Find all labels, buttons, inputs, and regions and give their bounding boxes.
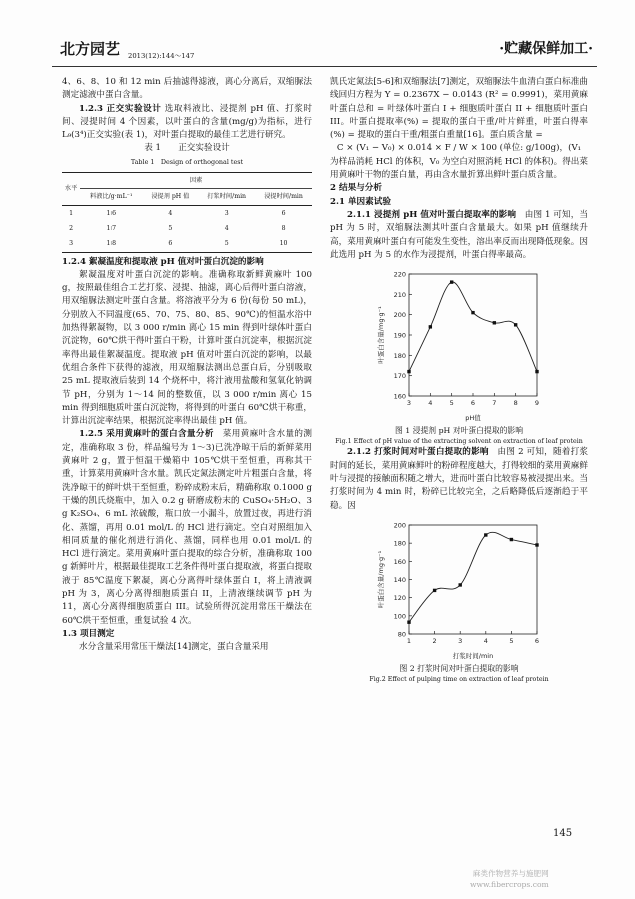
table-header: 因素 [80, 173, 312, 189]
section-heading: 1.2.5 采用黄麻叶的蛋白含量分析 [79, 429, 214, 440]
x-tick-label: 4 [483, 636, 488, 645]
paragraph [330, 209, 588, 262]
section-heading: 1.2.3 正交实验设计 [79, 103, 162, 114]
y-tick-label: 180 [393, 539, 406, 548]
x-axis-label: pH值 [465, 414, 481, 423]
figure-2-chart [369, 517, 549, 662]
section-title: ·贮藏保鲜加工· [499, 41, 593, 57]
paragraph: 水分含量采用常压干燥法[14]测定，蛋白含量采用 [79, 642, 269, 653]
data-point [450, 281, 453, 284]
right-column [330, 76, 588, 684]
data-point [407, 370, 410, 373]
section-heading: 1.2.4 絮凝温度和提取液 pH 值对叶蛋白沉淀的影响 [62, 256, 264, 267]
table-caption: 表 1 正交实验设计 [144, 143, 230, 154]
x-tick-label: 5 [509, 636, 514, 645]
data-point [429, 325, 432, 328]
data-point [535, 543, 538, 546]
y-tick-label: 160 [393, 557, 406, 566]
table-row: 3 1∶8 6 5 10 [62, 236, 312, 252]
x-tick-label: 7 [492, 399, 497, 408]
x-axis-label: 打浆时间/min [452, 651, 494, 660]
x-tick-label: 3 [458, 636, 463, 645]
orthogonal-table [62, 172, 312, 252]
y-tick-label: 200 [393, 311, 406, 320]
header-rule [52, 66, 597, 67]
y-tick-label: 170 [393, 372, 406, 381]
paragraph: 絮凝温度对叶蛋白沉淀的影响。准确称取新鲜黄麻叶 100 g，按照最佳组合工艺打浆、浸提、抽滤，离心后得叶蛋白溶液，用双缩脲法测定叶蛋白含量。将溶液平分为 6 份(每份 50 mL)，分别放入不同温度(65、70、75、80、85、90℃)的恒温水浴中加热得絮凝物，以 3 000 r/min 离心 15 min 得到叶绿体叶蛋白沉淀物，60℃烘干得叶蛋白干粉，计算叶蛋白沉淀率，根据沉淀率得出最佳絮凝温度。提取液 pH 值对叶蛋白沉淀的影响，以最优组合条件下获得的滤液，用双缩脲法测出总蛋白后，分别吸取 25 mL 提取液后装到 14 个烧杯中，将汁液用盐酸和氢氧化钠调节 pH，分别为 1～14 间的整数值，以 3 000 r/min 离心 15 min 得到细胞质叶蛋白沉淀物，将得到的叶蛋白 60℃烘干称重，计算出沉淀率结果，根据沉淀率得出最佳 pH 值。 [62, 269, 312, 427]
section-heading: 2 结果与分析 [330, 183, 382, 194]
figure-1-caption: 图 1 浸提剂 pH 对叶蛋白提取的影响 [394, 426, 524, 436]
left-column [62, 76, 312, 654]
section-heading: 1.3 项目测定 [62, 628, 115, 639]
journal-issue: 2013(12):144～147 [128, 52, 195, 60]
table-header: 浸提时间/min [255, 189, 312, 205]
table-header: 料液比/g·mL⁻¹ [80, 189, 142, 205]
y-tick-label: 200 [393, 521, 406, 530]
data-point [433, 589, 436, 592]
paragraph: 凯氏定氮法[5-6]和双缩脲法[7]测定，双缩脲法牛血清白蛋白标准曲线回归方程为 Y = 0.2367X − 0.0143 (R² = 0.9991)，菜用黄麻叶蛋白总和 = 叶绿体叶蛋白 I + 细胞质叶蛋白 II + 细胞质叶蛋白 III。叶蛋白提取率(%) = 提取的蛋白干重/叶片鲜重，叶蛋白得率(%) = 提取的蛋白干重/粗蛋白重量[16]。蛋白质含量 = [330, 77, 588, 141]
y-axis-label: 叶蛋白含量/mg·g⁻¹ [377, 306, 385, 364]
x-tick-label: 3 [406, 399, 412, 408]
watermark: 麻类作物营养与施肥网 www.fibercrops.com [470, 869, 549, 889]
paragraph-text: 由图 1 可知，当 pH 为 5 时，双缩脲法测其叶蛋白含量最大。如果 pH 值继续升高，菜用黄麻叶蛋白有可能发生变性，溶出率反而出现降低现象。因此选用 pH 为 5 的水作为浸提剂，叶蛋白得率最高。 [330, 209, 588, 260]
section-heading: 2.1.1 浸提剂 pH 值对叶蛋白提取率的影响 [347, 209, 517, 220]
figure-1-caption-en: Fig.1 Effect of pH value of the extracting solvent on extraction of leaf protein [335, 438, 583, 446]
y-tick-label: 180 [393, 351, 406, 360]
series-line [409, 532, 537, 622]
y-tick-label: 190 [393, 331, 406, 340]
y-tick-label: 140 [393, 575, 406, 584]
paragraph [62, 103, 312, 143]
plot-frame [409, 274, 537, 396]
x-tick-label: 6 [470, 399, 476, 408]
paragraph-text: 由图 2 可知，随着打浆时间的延长，菜用黄麻鲜叶的粉碎程度越大，打得较细的菜用黄麻鲜叶与浸提的接触面积随之增大，进而叶蛋白比较容易被浸提出来。当打浆时间为 4 min 时，粉碎已比较完全，之后略降低后逐渐趋于平稳。因 [330, 447, 588, 511]
y-tick-label: 210 [393, 290, 406, 299]
figure-1-chart [369, 266, 549, 424]
data-point [407, 620, 410, 623]
y-tick-label: 120 [393, 594, 406, 603]
data-point [493, 321, 496, 324]
data-point [459, 583, 462, 586]
figure-2-caption-en: Fig.2 Effect of pulping time on extraction of leaf protein [369, 676, 549, 684]
y-tick-label: 100 [393, 612, 406, 621]
paragraph [62, 428, 312, 627]
journal-name: 北方园艺 [60, 40, 121, 58]
table-header: 水平 [62, 173, 80, 206]
x-tick-label: 4 [428, 399, 433, 408]
data-point [484, 533, 487, 536]
formula: C × (V₁ − V₀) × 0.014 × F / W × 100 (单位: g/100g)，(V₁ [336, 143, 582, 154]
x-tick-label: 6 [534, 636, 540, 645]
data-point [535, 370, 538, 373]
table-header: 浸提剂 pH 值 [142, 189, 198, 205]
y-axis-label: 叶蛋白含量/mg·g⁻¹ [377, 550, 385, 609]
figure-2-caption: 图 2 打浆时间对叶蛋白提取的影响 [399, 663, 519, 673]
y-tick-label: 80 [397, 630, 406, 639]
paragraph-text: 选取料液比、浸提剂 pH 值、打浆时间、浸提时间 4 个因素，以叶蛋白的含量(mg/g)为指标，进行 L₉(3⁴)正交实验(表 1)，对叶蛋白提取的最佳工艺进行研究。 [62, 103, 313, 141]
page-number: 145 [553, 828, 573, 839]
data-point [514, 323, 517, 326]
y-tick-label: 160 [393, 392, 406, 401]
x-tick-label: 5 [449, 399, 454, 408]
section-heading: 2.1.2 打浆时间对叶蛋白提取的影响 [347, 447, 489, 458]
series-line [409, 282, 537, 372]
paragraph-text: 菜用黄麻叶含水量的测定，准确称取 3 份，样品编号为 1～3)已洗净晾干后的新鲜菜用黄麻叶 2 g，置于恒温干燥箱中 105℃烘干至恒重，再称其干重，计算菜用黄麻叶含水量。凯氏定氮法测定叶片粗蛋白含量，将洗净晾干的鲜叶烘干至恒重，粉碎成粉末后，精确称取 0.1000 g 干燥的凯氏烧瓶中，加入 0.2 g 研磨成粉末的 CuSO₄·5H₂O、3 g K₂SO₄、6 mL 浓硫酸，瓶口放一小漏斗，放置过夜，再进行消化、蒸馏，再用 0.01 mol/L 的 HCl 进行滴定。空白对照组加入相同质量的催化剂进行消化、蒸馏，同样也用 0.01 mol/L 的 HCl 进行滴定。菜用黄麻叶蛋白提取的综合分析，准确称取 100 g 新鲜叶片，根据最佳提取工艺条件得叶蛋白提取液，将蛋白提取液于 85℃温度下絮凝，离心分离得叶绿体蛋白 I，将上清液调 pH 为 3，离心分离得细胞质蛋白 II，上清液继续调节 pH 为 11，离心分离得细胞质蛋白 III。试验所得沉淀用常压干燥法在 60℃烘干至恒重，重复试验 4 次。 [62, 429, 312, 626]
x-tick-label: 9 [534, 399, 540, 408]
table-caption-en: Table 1 Design of orthogonal test [130, 157, 244, 166]
x-tick-label: 2 [432, 636, 437, 645]
x-tick-label: 8 [513, 399, 518, 408]
data-point [471, 311, 474, 314]
table-row: 1 1∶6 4 3 6 [69, 209, 286, 217]
paragraph: 为样品消耗 HCl 的体积，V₀ 为空白对照消耗 HCl 的体积)。得出菜用黄麻叶干物的蛋白量，再由含水量折算出鲜叶蛋白质含量。 [330, 156, 588, 181]
table-row: 2 1∶7 5 4 8 [69, 224, 286, 232]
paragraph: 4、6、8、10 和 12 min 后抽滤得滤液，离心分离后，双缩脲法测定滤液中蛋白含量。 [62, 77, 312, 101]
paragraph [330, 446, 588, 512]
y-tick-label: 220 [393, 270, 406, 279]
table-header: 打浆时间/min [198, 189, 255, 205]
x-tick-label: 1 [406, 636, 412, 645]
data-point [510, 538, 513, 541]
plot-frame [409, 525, 537, 634]
section-heading: 2.1 单因素试验 [330, 196, 391, 207]
